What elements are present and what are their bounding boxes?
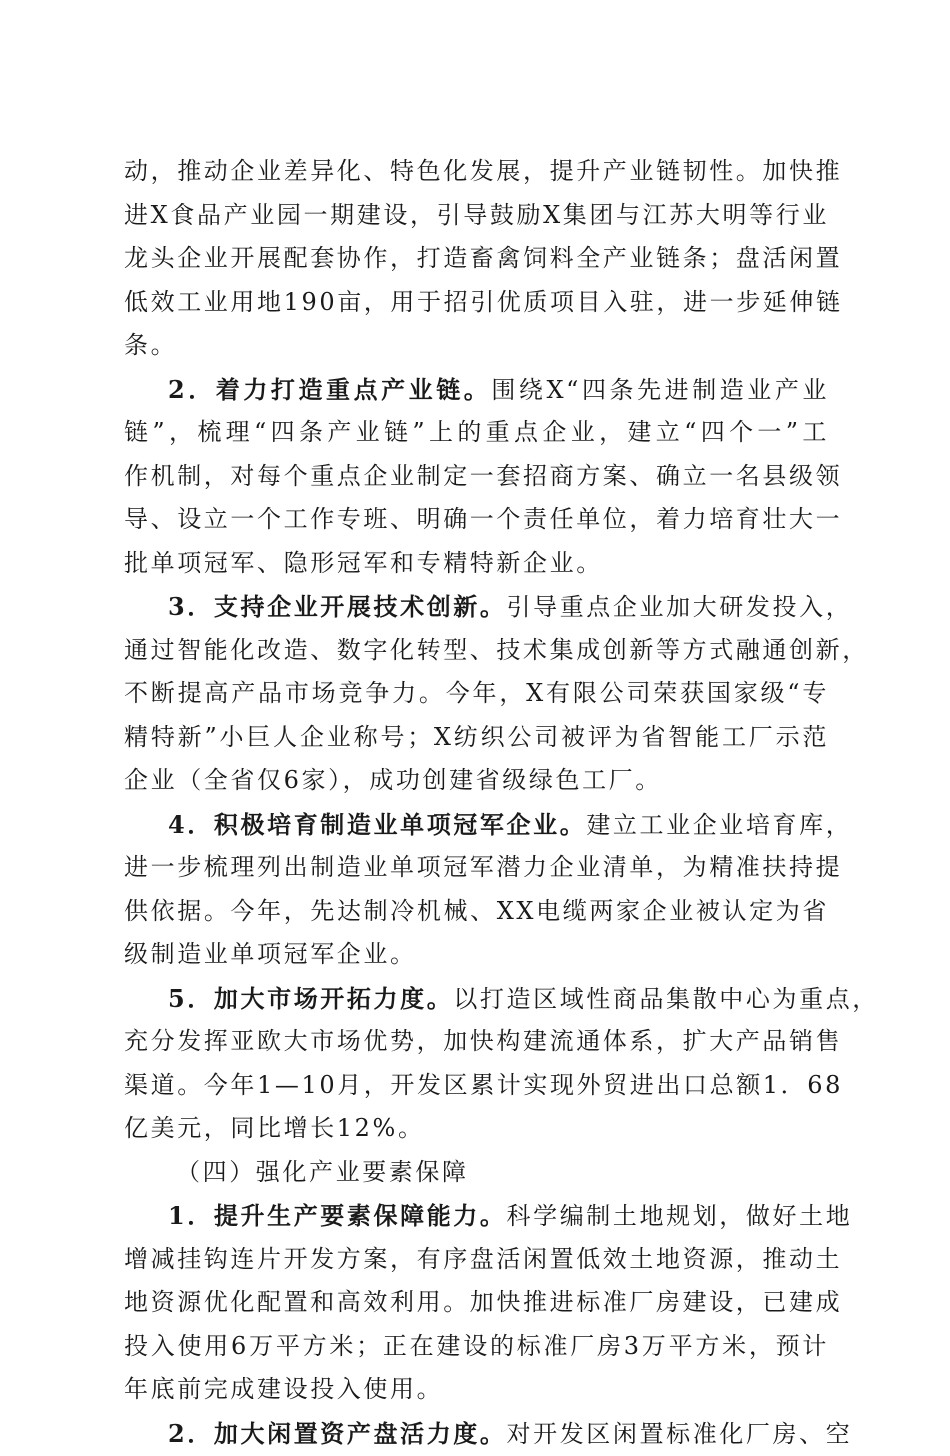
text-line: [124, 1194, 853, 1238]
paragraph-key-industry-chain: [124, 368, 843, 586]
text-line: 增减挂钩连片开发方案，有序盘活闲置低效土地资源，推动土: [124, 1244, 843, 1273]
text-line: 进X食品产业园一期建设，引导鼓励X集团与江苏大明等行业: [124, 200, 829, 229]
paragraph-continuation: [124, 150, 843, 368]
text-run: 围绕X“四条先进制造业产业: [491, 375, 830, 404]
paragraph-heading: 4．积极培育制造业单项冠军企业。: [168, 809, 587, 839]
paragraph-heading: 3．支持企业开展技术创新。: [168, 592, 507, 621]
text-line: 投入使用6万平方米；正在建设的标准厂房3万平方米，预计: [124, 1331, 829, 1360]
document-body: [124, 150, 879, 1455]
paragraph-single-champion: [124, 803, 853, 977]
text-line: 批单项冠军、隐形冠军和专精特新企业。: [124, 548, 603, 577]
text-line: 作机制，对每个重点企业制定一套招商方案、确立一名县级领: [124, 461, 843, 490]
text-line: 级制造业单项冠军企业。: [124, 940, 417, 968]
paragraph-heading: 5．加大市场开拓力度。: [168, 983, 454, 1013]
text-line: 精特新”小巨人企业称号；X纺织公司被评为省智能工厂示范: [124, 722, 829, 751]
paragraph-heading: 2．加大闲置资产盘活力度。: [168, 1418, 507, 1448]
section-title-wrapper: [124, 1151, 829, 1195]
text-line: 地资源优化配置和高效利用。加快推进标准厂房建设，已建成: [124, 1288, 843, 1316]
text-line: [124, 1412, 853, 1456]
text-line: 龙头企业开展配套协作，打造畜禽饲料全产业链条；盘活闲置: [124, 244, 843, 272]
paragraph-heading: 1．提升生产要素保障能力。: [168, 1201, 507, 1230]
text-line: 低效工业用地190亩，用于招引优质项目入驻，进一步延伸链: [124, 287, 843, 316]
text-line: 导、设立一个工作专班、明确一个责任单位，着力培育壮大一: [124, 505, 843, 533]
text-line: 不断提高产品市场竞争力。今年，X有限公司荣获国家级“专: [124, 679, 829, 707]
text-run: 建立工业企业培育库，: [586, 810, 853, 839]
section-title: （四）强化产业要素保障: [176, 1157, 469, 1186]
text-line: 年底前完成建设投入使用。: [124, 1375, 444, 1403]
paragraph-tech-innovation: [124, 585, 869, 803]
text-line: [124, 977, 879, 1021]
text-run: 引导重点企业加大研发投入，: [506, 593, 853, 621]
paragraph-market-expansion: [124, 977, 879, 1151]
text-line: 动，推动企业差异化、特色化发展，提升产业链韧性。加快推: [124, 157, 843, 185]
text-line: 渠道。今年1—10月，开发区累计实现外贸进出口总额1．68: [124, 1070, 844, 1099]
text-line: 进一步梳理列出制造业单项冠军潜力企业清单，为精准扶持提: [124, 853, 843, 881]
text-line: 条。: [124, 331, 178, 359]
text-line: 供依据。今年，先达制冷机械、XX电缆两家企业被认定为省: [124, 896, 829, 925]
text-line: [124, 585, 853, 629]
text-line: [124, 803, 853, 847]
text-line: 链”，梳理“四条产业链”上的重点企业，建立“四个一”工: [124, 418, 829, 446]
text-line: 通过智能化改造、数字化转型、技术集成创新等方式融通创新，: [124, 635, 869, 664]
text-line: 企业（全省仅6家），成功创建省级绿色工厂。: [124, 766, 662, 794]
text-run: 对开发区闲置标准化厂房、空: [506, 1419, 853, 1448]
text-line: [124, 368, 829, 412]
paragraph-heading: 2．着力打造重点产业链。: [168, 374, 492, 404]
text-line: 亿美元，同比增长12%。: [124, 1114, 425, 1142]
text-run: 以打造区域性商品集散中心为重点，: [453, 984, 879, 1013]
paragraph-idle-assets: [124, 1412, 853, 1456]
text-line: 充分发挥亚欧大市场优势，加快构建流通体系，扩大产品销售: [124, 1027, 843, 1055]
paragraph-production-factors: [124, 1194, 853, 1412]
text-run: 科学编制土地规划，做好土地: [506, 1202, 853, 1230]
